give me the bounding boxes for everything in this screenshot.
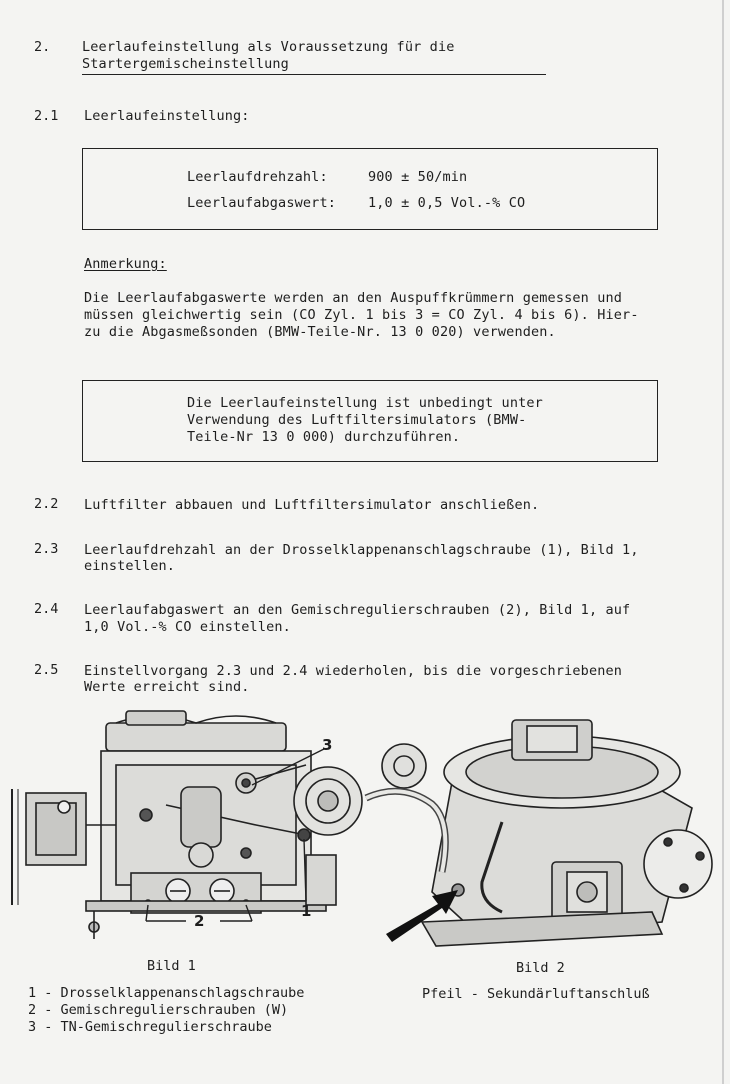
figure2-caption: Bild 2 (516, 960, 565, 976)
note-title: Anmerkung: (84, 256, 167, 272)
step-text-2-4-line1: Leerlaufabgaswert an den Gemischregulierschrauben (2), Bild 1, auf (84, 602, 631, 618)
section-title-line2: Startergemischeinstellung (82, 56, 289, 72)
carburetor-side-view-illustration (6, 705, 366, 945)
spec-value-exhaust: 1,0 ± 0,5 Vol.-% CO (368, 195, 526, 211)
carburetor-perspective-illustration (362, 712, 722, 952)
step-text-2-4-line2: 1,0 Vol.-% CO einstellen. (84, 619, 291, 635)
legend-item-2: 2 - Gemischregulierschrauben (W) (28, 1002, 289, 1018)
callout-1: 1 (301, 902, 312, 920)
step-text-2-2: Luftfilter abbauen und Luftfiltersimulator anschließen. (84, 497, 540, 513)
step-number-2-4: 2.4 (34, 601, 59, 617)
legend-item-3: 3 - TN-Gemischregulierschraube (28, 1019, 272, 1035)
spec-value-idle-speed: 900 ± 50/min (368, 169, 468, 185)
legend-item-1: 1 - Drosselklappenanschlagschraube (28, 985, 305, 1001)
warning-box (82, 380, 658, 462)
spec-label-idle-speed: Leerlaufdrehzahl: (187, 169, 328, 185)
callout-2: 2 (194, 912, 205, 930)
warning-line1: Die Leerlaufeinstellung ist unbedingt unter (187, 395, 543, 411)
warning-line2: Verwendung des Luftfiltersimulators (BMW- (187, 412, 527, 428)
step-text-2-5-line2: Werte erreicht sind. (84, 679, 250, 695)
figure2-subcaption: Pfeil - Sekundärluftanschluß (422, 986, 650, 1002)
note-line3: zu die Abgasmeßsonden (BMW-Teile-Nr. 13 0 020) verwenden. (84, 324, 556, 340)
step-text-2-5-line1: Einstellvorgang 2.3 und 2.4 wiederholen, bis die vorgeschriebenen (84, 663, 623, 679)
spec-label-exhaust: Leerlaufabgaswert: (187, 195, 336, 211)
section-title-line1: Leerlaufeinstellung als Voraussetzung für die (82, 39, 455, 55)
heading-underline (82, 74, 546, 75)
section-number: 2. (34, 39, 51, 55)
warning-line3: Teile-Nr 13 0 000) durchzuführen. (187, 429, 461, 445)
page-edge (722, 0, 724, 1084)
step-text-2-3-line1: Leerlaufdrehzahl an der Drosselklappenanschlagschraube (1), Bild 1, (84, 542, 639, 558)
step-text-2-3-line2: einstellen. (84, 558, 176, 574)
step-number-2-1: 2.1 (34, 108, 59, 124)
spec-box (82, 148, 658, 230)
note-line2: müssen gleichwertig sein (CO Zyl. 1 bis 3 = CO Zyl. 4 bis 6). Hier- (84, 307, 639, 323)
step-number-2-5: 2.5 (34, 662, 59, 678)
step-title-2-1: Leerlaufeinstellung: (84, 108, 250, 124)
figure1-caption: Bild 1 (147, 958, 196, 974)
callout-3: 3 (322, 736, 333, 754)
step-number-2-3: 2.3 (34, 541, 59, 557)
step-number-2-2: 2.2 (34, 496, 59, 512)
note-line1: Die Leerlaufabgaswerte werden an den Auspuffkrümmern gemessen und (84, 290, 623, 306)
